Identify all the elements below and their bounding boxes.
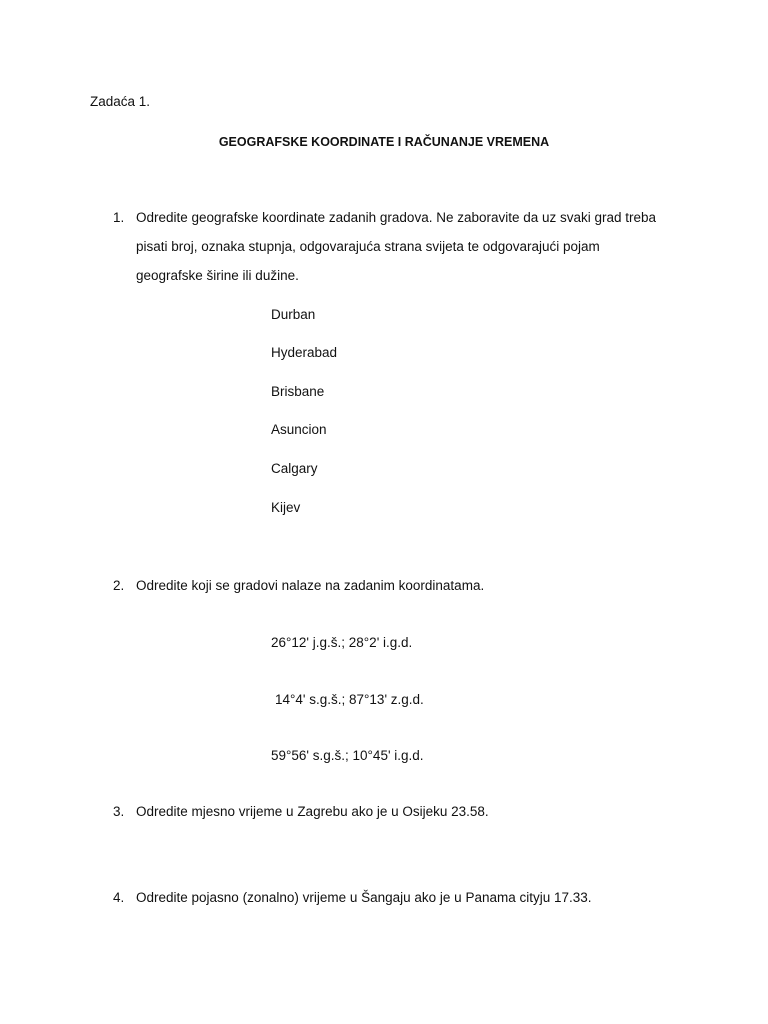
city-item: Hyderabad (271, 345, 338, 360)
city-item: Kijev (271, 500, 301, 515)
city-item: Asuncion (271, 422, 327, 437)
city-item: Durban (271, 307, 316, 322)
city-item: Calgary (271, 461, 318, 476)
task-text-line: Odredite pojasno (zonalno) vrijeme u Šangaju ako je u Panama cityju 17.33. (136, 890, 592, 905)
task-number: 3. (113, 804, 125, 819)
task-text-line: Odredite koji se gradovi nalaze na zadanim koordinatama. (136, 578, 485, 593)
task-number: 1. (113, 210, 125, 225)
document-title: GEOGRAFSKE KOORDINATE I RAČUNANJE VREMENA (218, 135, 550, 149)
assignment-label: Zadaća 1. (90, 94, 151, 109)
task-text-line: Odredite mjesno vrijeme u Zagrebu ako je u Osijeku 23.58. (136, 804, 489, 819)
task-text-line: pisati broj, oznaka stupnja, odgovarajuća strana svijeta te odgovarajući pojam (136, 239, 600, 254)
task-number: 4. (113, 890, 125, 905)
task-text-line: Odredite geografske koordinate zadanih gradova. Ne zaboravite da uz svaki grad treba (136, 210, 657, 225)
task-number: 2. (113, 578, 125, 593)
coordinate-item: 26°12' j.g.š.; 28°2' i.g.d. (271, 635, 413, 650)
coordinate-item: 14°4' s.g.š.; 87°13' z.g.d. (275, 692, 424, 707)
task-text-line: geografske širine ili dužine. (136, 268, 299, 283)
city-item: Brisbane (271, 384, 325, 399)
coordinate-item: 59°56' s.g.š.; 10°45' i.g.d. (271, 748, 424, 763)
